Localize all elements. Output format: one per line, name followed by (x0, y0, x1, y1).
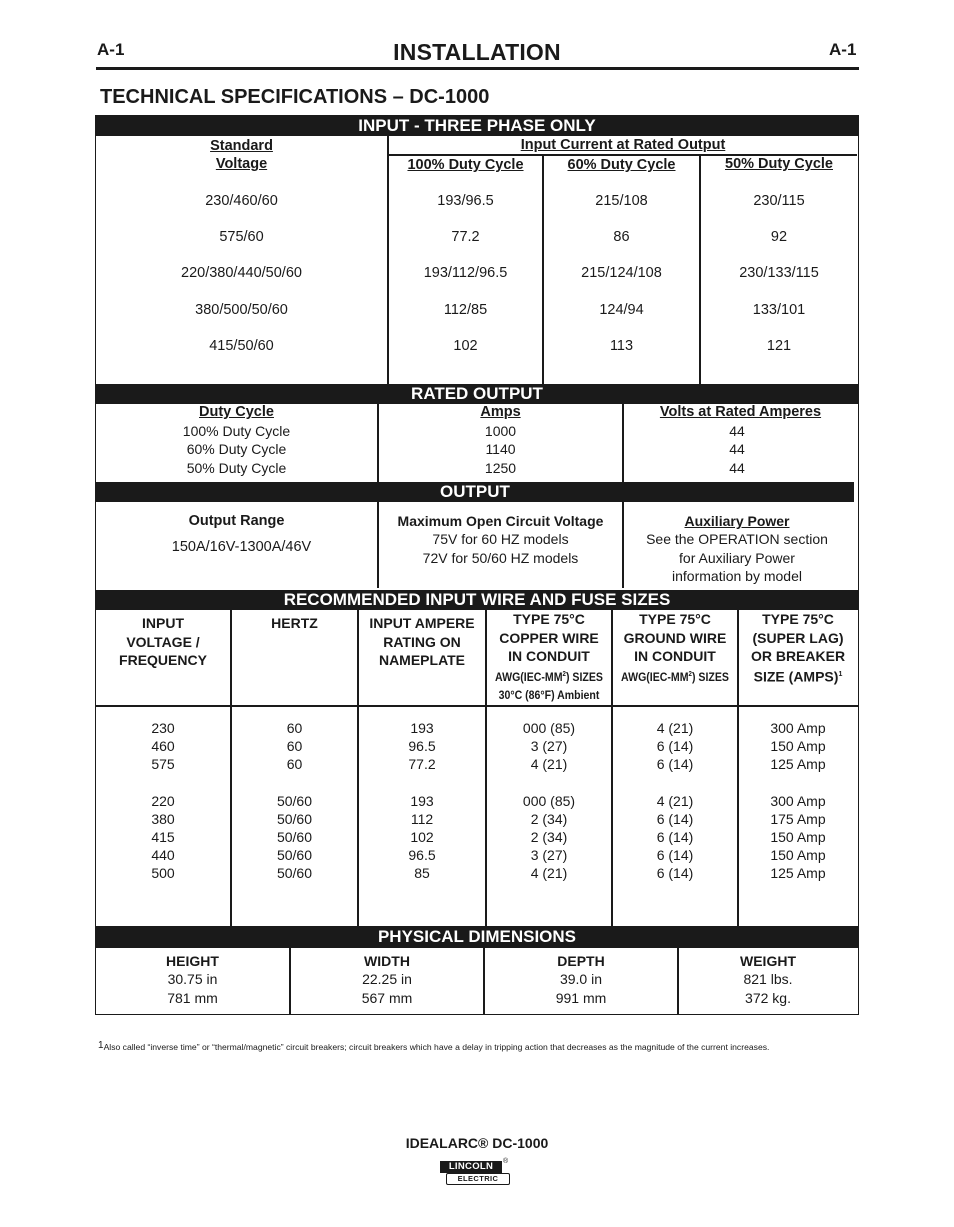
input-current-50: 121 (766, 338, 792, 354)
header-line: IN CONDUIT (508, 648, 590, 664)
header-line: RATING ON (383, 633, 461, 650)
wire-ampere-column (359, 719, 485, 883)
page-subtitle: TECHNICAL SPECIFICATIONS – DC-1000 (100, 86, 490, 108)
cell: 440 (151, 847, 175, 864)
cell: 4 (21) (530, 756, 568, 773)
dim-label: HEIGHT (166, 953, 219, 969)
cell: 380 (151, 810, 175, 827)
input-current-100: 193/112/96.5 (423, 265, 508, 281)
input-current-header: Input Current at Rated Output (520, 137, 726, 153)
header-rule (96, 67, 859, 70)
input-current-60: 113 (609, 338, 634, 354)
cell: 50/60 (276, 847, 313, 864)
rated-amps: 1000 (484, 423, 517, 439)
dim-value: 30.75 in (167, 971, 218, 988)
input-current-60: 215/124/108 (581, 265, 662, 281)
cell: 96.5 (408, 847, 436, 864)
rated-volts-header: Volts at Rated Amperes (659, 404, 822, 420)
dim-value: 781 mm (167, 989, 218, 1006)
header-line: IN CONDUIT (634, 648, 716, 664)
aux-header: Auxiliary Power (684, 513, 790, 529)
cell: 000 (85) (522, 792, 576, 809)
rated-amps-header: Amps (480, 404, 521, 420)
header-line: GROUND WIRE (623, 629, 727, 646)
input-current-50: 92 (770, 229, 788, 245)
cell: 150 Amp (770, 829, 826, 846)
cell: 60 (286, 738, 303, 755)
cell: 77.2 (408, 756, 436, 773)
logo-top: LINCOLN (440, 1161, 502, 1173)
size-suffix: ) SIZES (565, 669, 603, 684)
dim-value: 39.0 in (559, 971, 603, 988)
fuse-size-label: SIZE (AMPS) (753, 668, 839, 685)
output-bar: OUTPUT (96, 482, 854, 502)
rated-amps-column (379, 422, 622, 477)
input-current-50: 230/115 (753, 193, 805, 209)
dim-value: 22.25 in (362, 971, 412, 988)
header-line: INPUT (142, 615, 184, 631)
cell: 6 (14) (656, 865, 694, 882)
cell: 50/60 (276, 829, 313, 846)
input-current-50: 230/133/115 (739, 265, 819, 281)
cell: 6 (14) (656, 756, 694, 773)
ocv-header: Maximum Open Circuit Voltage (397, 513, 604, 529)
logo-registered-mark: ® (503, 1158, 509, 1165)
lincoln-electric-logo (440, 1158, 509, 1185)
voltage-header: Voltage (215, 156, 268, 172)
input-current-60: 215/108 (595, 193, 648, 209)
wire-voltage-column (96, 719, 230, 883)
section-title: INSTALLATION (393, 39, 561, 65)
cell: 125 Amp (770, 865, 826, 882)
cell: 415 (151, 829, 175, 846)
cell: 2 (34) (530, 810, 568, 827)
cell: 3 (27) (530, 847, 568, 864)
cell: 50/60 (276, 792, 313, 809)
wire-voltage-header (96, 614, 230, 670)
rated-duty-header: Duty Cycle (199, 404, 274, 420)
header-line: COPPER WIRE (499, 629, 599, 646)
cell: 4 (21) (656, 720, 694, 736)
input-current-60: 86 (613, 229, 630, 245)
rated-volts: 44 (729, 441, 745, 458)
cell: 6 (14) (656, 829, 694, 846)
dim-value: 567 mm (361, 989, 413, 1006)
cell: 220 (151, 792, 175, 809)
input-current-50: 133/101 (752, 302, 806, 318)
wire-fuse-header (739, 610, 857, 686)
wire-ampere-header (359, 614, 485, 670)
cell: 000 (85) (522, 720, 576, 736)
ocv-line: 72V for 50/60 HZ models (422, 549, 579, 566)
dim-depth (485, 952, 677, 1007)
aux-line: See the OPERATION section (646, 531, 828, 548)
input-current-100: 77.2 (451, 229, 480, 245)
superscript: 2 (562, 670, 566, 678)
header-line: VOLTAGE / (126, 633, 200, 650)
logo-bottom: ELECTRIC (446, 1173, 510, 1185)
cell: 460 (151, 738, 175, 755)
rated-duty: 50% Duty Cycle (186, 459, 287, 476)
input-voltage: 575/60 (219, 229, 264, 245)
dim-height (96, 952, 289, 1007)
input-voltage: 230/460/60 (205, 193, 278, 209)
wire-hertz-column (232, 719, 357, 883)
header-line: FREQUENCY (119, 652, 207, 668)
input-voltage: 380/500/50/60 (195, 302, 288, 318)
aux-line: for Auxiliary Power (679, 549, 795, 566)
cell: 60 (286, 720, 303, 736)
standard-header: Standard (210, 138, 273, 154)
dim-value: 821 lbs. (743, 971, 793, 988)
rated-duty: 60% Duty Cycle (186, 441, 287, 458)
header-line: OR BREAKER (750, 648, 846, 664)
cell: 193 (410, 792, 434, 809)
footnote-text: Also called “inverse time” or “thermal/magnetic” circuit breakers; circuit breakers which have a delay in tripping action that decreases as the magnitude of the current increases. (103, 1042, 770, 1052)
cell: 300 Amp (770, 792, 826, 809)
header-line: NAMEPLATE (378, 652, 466, 668)
wire-fuse-bar: RECOMMENDED INPUT WIRE AND FUSE SIZES (96, 590, 858, 610)
ocv-line: 75V for 60 HZ models (432, 531, 569, 548)
aux-line: information by model (672, 567, 802, 584)
rated-volts-column (624, 422, 850, 477)
superscript: 2 (688, 670, 692, 678)
size-text: AWG(IEC-MM (495, 669, 563, 684)
header-line: TYPE 75°C (639, 611, 711, 627)
header-line: (SUPER LAG) (752, 629, 844, 646)
wire-header-rule (96, 705, 858, 707)
page-id-left: A-1 (97, 40, 125, 59)
duty-50-header: 50% Duty Cycle (725, 156, 833, 172)
header-line: TYPE 75°C (762, 611, 834, 627)
ambient-note: 30°C (86°F) Ambient (498, 687, 600, 702)
dim-label: WEIGHT (740, 953, 796, 969)
header-line: TYPE 75°C (513, 611, 585, 627)
dim-weight (679, 952, 857, 1007)
cell: 150 Amp (770, 847, 826, 864)
cell: 60 (286, 756, 303, 773)
ocv-block (379, 512, 622, 567)
cell: 6 (14) (656, 810, 694, 827)
cell: 4 (21) (530, 865, 568, 882)
cell: 300 Amp (770, 720, 826, 736)
output-range-header: Output Range (188, 513, 285, 529)
cell: 175 Amp (770, 810, 826, 827)
ground-size-note (620, 666, 729, 686)
cell: 96.5 (408, 738, 436, 755)
wire-ground-column (613, 719, 737, 883)
wire-ground-header (613, 610, 737, 686)
dim-value: 372 kg. (745, 989, 791, 1006)
cell: 50/60 (276, 810, 313, 827)
copper-size-note (494, 666, 603, 686)
cell: 230 (151, 720, 175, 736)
wire-fuse-column (739, 719, 857, 883)
rated-duty-column (96, 422, 377, 477)
input-current-60: 124/94 (599, 302, 644, 318)
cell: 112 (410, 810, 434, 827)
cell: 6 (14) (656, 738, 694, 755)
cell: 575 (151, 756, 175, 773)
footnote (98, 1040, 769, 1052)
rated-volts: 44 (729, 459, 745, 476)
cell: 6 (14) (656, 847, 694, 864)
wire-copper-column (487, 719, 611, 883)
output-range-value: 150A/16V-1300A/46V (171, 539, 312, 555)
input-current-100: 102 (453, 338, 478, 354)
dim-value: 991 mm (555, 989, 607, 1006)
input-voltage: 220/380/440/50/60 (181, 265, 302, 281)
cell: 125 Amp (770, 756, 826, 773)
rated-output-bar: RATED OUTPUT (96, 384, 858, 404)
duty-100-header: 100% Duty Cycle (407, 157, 524, 173)
header-line: INPUT AMPERE (369, 615, 475, 631)
input-voltage: 415/50/60 (209, 338, 274, 354)
cell: 3 (27) (530, 738, 568, 755)
size-text: AWG(IEC-MM (621, 669, 689, 684)
product-name: IDEALARC® DC-1000 (405, 1135, 549, 1151)
wire-hertz-header: HERTZ (271, 615, 318, 631)
dim-width (291, 952, 483, 1007)
size-suffix: ) SIZES (691, 669, 729, 684)
physical-dimensions-bar: PHYSICAL DIMENSIONS (96, 926, 858, 948)
page-id-right: A-1 (829, 40, 857, 59)
input-current-100: 112/85 (443, 302, 488, 318)
cell: 150 Amp (770, 738, 826, 755)
footnote-ref: 1 (838, 670, 843, 678)
rated-duty: 100% Duty Cycle (182, 423, 291, 439)
rated-volts: 44 (729, 423, 745, 439)
input-current-100: 193/96.5 (437, 193, 494, 209)
aux-block (624, 512, 850, 585)
footnote-marker: 1 (98, 1040, 104, 1051)
cell: 2 (34) (530, 829, 568, 846)
rated-amps: 1250 (484, 459, 517, 476)
cell: 4 (21) (656, 792, 694, 809)
cell: 50/60 (276, 865, 313, 882)
cell: 102 (410, 829, 434, 846)
cell: 500 (151, 865, 175, 882)
duty-60-header: 60% Duty Cycle (567, 157, 676, 173)
input-section-bar: INPUT - THREE PHASE ONLY (96, 116, 858, 136)
rated-amps: 1140 (485, 441, 516, 458)
wire-copper-header (487, 610, 611, 704)
header-line (739, 666, 857, 686)
dim-label: DEPTH (557, 953, 605, 969)
cell: 85 (414, 865, 430, 882)
cell: 193 (410, 720, 434, 736)
dim-label: WIDTH (364, 953, 410, 969)
